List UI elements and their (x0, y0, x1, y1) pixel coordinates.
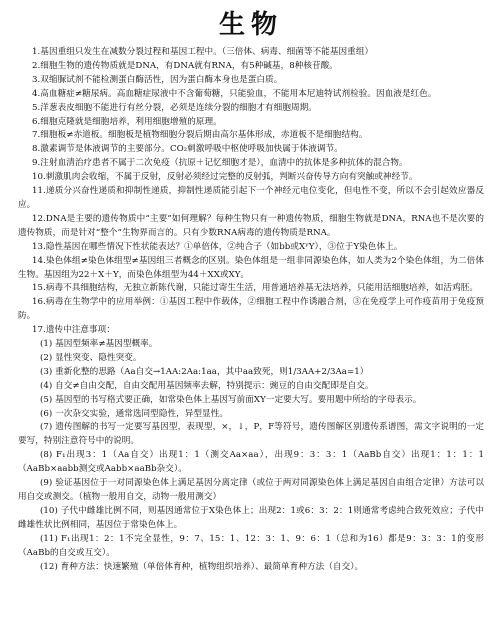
sub-list-item: (3) 重新化整的思路（Aa自交→1AA:2Aa:1aa，其中aa致死，则1/3AA+2/3Aa=1） (40, 366, 369, 377)
sub-list-item: (4) 自交≠自由交配，自由交配用基因频率去解，特别提示：豌豆的自由交配即是自交。 (40, 380, 374, 391)
page-title: 生物 (218, 10, 283, 40)
list-item: 8.激素调节是体液调节的主要部分。CO₂刺激呼吸中枢使呼吸加快属于体液调节。 (32, 144, 343, 155)
list-item: 1.基因重组只发生在减数分裂过程和基因工程中。（三倍体、病毒、细菌等不能基因重组） (32, 47, 374, 57)
sub-list-item: (11) F₁出现1：2：1不完全显性，9：7、15：1、12：3：1、9：6：1（总和为16）都是9：3：3：1的变形（AaBb的自交或互交）。 (18, 533, 484, 558)
list-item: 15.病毒不具细胞结构，无独立新陈代谢，只能过寄生生活，用普通培养基无法培养，只能用活细胞培养，如活鸡胚。 (32, 283, 479, 294)
sub-list-item: (9) 验证基因位于一对同源染色体上满足基因分离定律（或位于两对同源染色体上满足基因自由组合定律）方法可以用自交或测交。（植物一般用自交，动物一般用测交） (18, 478, 484, 502)
list-item: 5.洋葱表皮细胞不能进行有丝分裂，必须是连续分裂的细胞才有细胞周期。 (32, 102, 317, 113)
list-item: 4.高血糖症≠糖尿病。高血糖症尿液中不含葡萄糖，只能验血，不能用本尼迪特试剂检验。因血液是红色。 (32, 88, 437, 99)
sub-list-item: (6) 一次杂交实验，通常选同型隐性，异型显性。 (40, 408, 228, 419)
sub-list-item: (8) F₁出现3：1（Aa自交）出现1：1（测交Aa×aa），出现9：3：3：1（AaBb自交）出现1：1：1：1（AaBb×aabb测交或Aabb×aaBb杂交）。 (18, 450, 484, 475)
sub-list-item: (1) 基因型频率≠基因型概率。 (40, 339, 158, 350)
list-item: 12.DNA是主要的遗传物质中“主要”如何理解？每种生物只有一种遗传物质，细胞生物就是DNA，RNA也不是次要的遗传物质，而是针对“整个”生物界而言的。只有少数RNA病毒的遗传物质是RNA。 (18, 213, 484, 238)
list-item: 11.递质分兴奋性递质和抑制性递质，抑制性递质能引起下一个神经元电位变化，但电性不变，所以不会引起效应器反应。 (18, 186, 484, 210)
sub-list-item: (10) 子代中雌雄比例不同，则基因通常位于X染色体上；出现2：1或6：3：2：1则通常考虑纯合致死效应；子代中雌雄性状比例相同，基因位于常染色体上。 (18, 505, 484, 530)
list-item: 9.注射血清治疗患者不属于二次免疫（抗原＋记忆细胞才是），血清中的抗体是多种抗体的混合物。 (32, 158, 408, 169)
list-item: 10.刺激肌肉会收缩，不属于反射，反射必须经过完整的反射弧，判断兴奋传导方向有突触或神经节。 (32, 172, 418, 183)
list-item: 13.隐性基因在哪些情况下性状能表达？①单倍体，②纯合子（如bb或XʸY），③位于Y染色体上。 (32, 241, 403, 252)
list-item: 14.染色体组≠染色体组型≠基因组三者概念的区别。染色体组是一组非同源染色体，如人类为2个染色体组，为二倍体生物。基因组为22＋X＋Y，而染色体组型为44＋XX或XY。 (18, 255, 484, 280)
sub-list-item: (12) 育种方法：快速繁殖（单倍体育种，植物组织培养）、最简单育种方法（自交）。 (40, 561, 364, 572)
sub-list-item: (2) 显性突变、隐性突变。 (40, 352, 142, 363)
sub-list-item: (7) 遗传图解的书写一定要写基因型，表现型，×，↓，P，F等符号，遗传图解区别遗传系谱图，需文字说明的一定要写，特别注意符号中的说明。 (18, 422, 484, 447)
list-item: 2.细胞生物的遗传物质就是DNA，有DNA就有RNA，有5种碱基，8种核苷酸。 (32, 60, 338, 71)
list-item: 17.遗传中注意事项： (32, 325, 115, 336)
list-item: 6.细胞克隆就是细胞培养，利用细胞增殖的原理。 (32, 116, 222, 127)
list-item: 16.病毒在生物学中的应用举例：①基因工程中作载体，②细胞工程中作诱融合剂，③在免疫学上可作疫苗用于免疫预防。 (18, 297, 484, 322)
list-item: 3.双缩脲试剂不能检测蛋白酶活性，因为蛋白酶本身也是蛋白质。 (32, 74, 283, 85)
list-item: 7.细胞板≠赤道板。细胞板是植物细胞分裂后期由高尔基体形成，赤道板不是细胞结构。 (32, 130, 368, 141)
sub-list-item: (5) 基因型的书写格式要正确，如常染色体上基因写前面XY一定要大写。要用题中所给的字母表示。 (40, 394, 422, 405)
notes-list (18, 46, 484, 574)
